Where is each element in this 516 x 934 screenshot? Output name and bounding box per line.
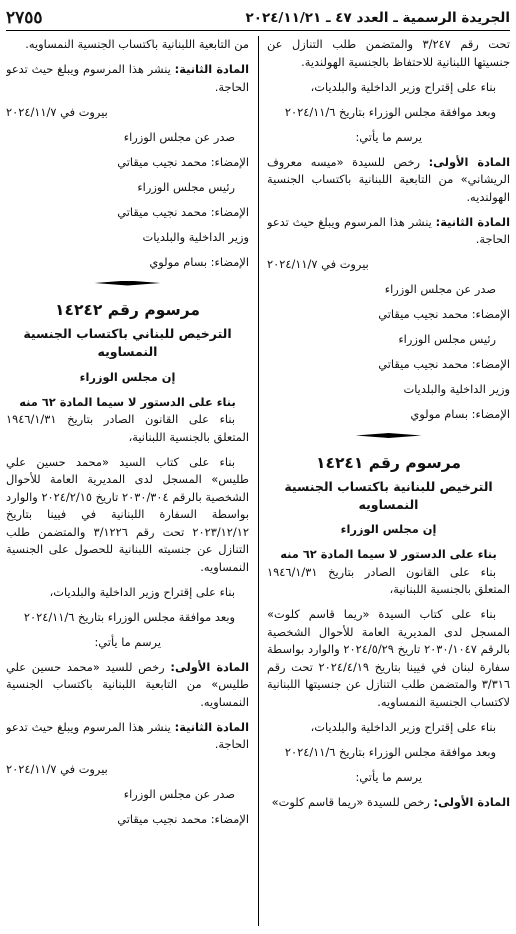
signature: الإمضاء: بسام مولوي: [149, 254, 249, 269]
section-separator: [267, 428, 510, 444]
paragraph: بناء على كتاب السيدة «ريما قاسم كلوت» المسجل لدى المديرية العامة للأحوال الشخصية بالرقم ٢٠٣٠/١٠٤٧ تاريخ ٢٠٢٤/٥/٢٩ والوارد بواسطة سفارة لبنان في فيينا بتاريخ ٢٠٢٤/٤/١٩ تحت رقم ٣/٣١٦ والمتضمن طلب التنازل عن جنسيتها اللبنانية لاكتساب الجنسية النمساويه.: [267, 607, 510, 709]
official-title: رئيس مجلس الوزراء: [137, 179, 235, 194]
council-line: إن مجلس الوزراء: [79, 369, 176, 384]
constitution-line: بناء على الدستور لا سيما المادة ٦٢ منه: [280, 547, 497, 561]
article-label: المادة الأولى:: [428, 154, 510, 169]
article-1: [267, 794, 510, 812]
article-2: [267, 214, 510, 249]
paragraph: وبعد موافقة مجلس الوزراء بتاريخ ٢٠٢٤/١١/٦: [284, 744, 496, 759]
decree-title: مرسوم رقم ١٤٢٤١: [316, 453, 461, 472]
signature: الإمضاء: محمد نجيب ميقاتي: [117, 812, 249, 826]
article-text: رخص للسيدة «ريما قاسم كلوت»: [271, 794, 434, 809]
article-1: [6, 659, 249, 712]
paragraph: بناء على إقتراح وزير الداخلية والبلديات،: [310, 719, 496, 734]
paragraph: بناء على القانون الصادر بتاريخ ١٩٤٦/١/٣١ المتعلق بالجنسية اللبنانية،: [6, 412, 249, 444]
paragraph: وبعد موافقة مجلس الوزراء بتاريخ ٢٠٢٤/١١/٦: [23, 609, 235, 624]
column-divider: [258, 36, 259, 926]
article-text: ينشر هذا المرسوم ويبلغ حيث تدعو الحاجة.: [6, 62, 249, 94]
date-line: بيروت في ٢٠٢٤/١١/٧: [267, 257, 369, 271]
official-title: رئيس مجلس الوزراء: [398, 332, 496, 346]
decree-title: مرسوم رقم ١٤٢٤٢: [55, 301, 200, 319]
issued-line: صدر عن مجلس الوزراء: [123, 129, 235, 144]
section-separator: [6, 275, 249, 291]
paragraph: بناء على إقتراح وزير الداخلية والبلديات،: [310, 79, 496, 94]
page-number: ٢٧٥٥: [6, 8, 43, 28]
left-column: [6, 36, 249, 930]
signature: الإمضاء: بسام مولوي: [410, 407, 510, 421]
gazette-title: الجريدة الرسمية ـ العدد ٤٧ ـ ٢٠٢٤/١١/٢١: [245, 10, 510, 26]
constitution-line: بناء على الدستور لا سيما المادة ٦٢ منه: [19, 394, 236, 409]
article-label: المادة الأولى:: [170, 659, 249, 674]
article-label: المادة الثانية:: [435, 214, 510, 229]
paragraph: وبعد موافقة مجلس الوزراء بتاريخ ٢٠٢٤/١١/٦: [284, 104, 496, 119]
paragraph: يرسم ما يأتي:: [94, 634, 161, 649]
signature: الإمضاء: محمد نجيب ميقاتي: [117, 154, 249, 169]
article-label: المادة الأولى:: [433, 794, 510, 809]
article-text: ينشر هذا المرسوم ويبلغ حيث تدعو الحاجة.: [267, 214, 510, 246]
article-2: [6, 719, 249, 754]
date-line: بيروت في ٢٠٢٤/١١/٧: [6, 762, 108, 776]
official-title: وزير الداخلية والبلديات: [142, 229, 249, 244]
right-column: [267, 36, 510, 930]
paragraph: بناء على القانون الصادر بتاريخ ١٩٤٦/١/٣١ المتعلق بالجنسية اللبنانية،: [267, 564, 510, 596]
decree-subtitle: الترخيص للبناني باكتساب الجنسية النمساويه: [23, 326, 232, 359]
signature: الإمضاء: محمد نجيب ميقاتي: [378, 357, 510, 371]
article-text: رخص للسيدة «ميسه معروف الريشاني» من التابعية اللبنانية باكتساب الجنسية الهولنديه.: [267, 154, 510, 204]
signature: الإمضاء: محمد نجيب ميقاتي: [117, 204, 249, 219]
article-text: ينشر هذا المرسوم ويبلغ حيث تدعو الحاجة.: [6, 719, 249, 751]
article-text: رخص للسيد «محمد حسين علي طليس» من التابعية اللبنانية باكتساب الجنسية النمساويه.: [6, 659, 249, 709]
paragraph: تحت رقم ٣/٢٤٧ والمتضمن طلب التنازل عن جنسيتها اللبنانية للاحتفاظ بالجنسية الهولندية.: [267, 37, 510, 69]
article-1: [267, 154, 510, 207]
official-title: وزير الداخلية والبلديات: [403, 382, 510, 396]
council-line: إن مجلس الوزراء: [340, 522, 437, 536]
issued-line: صدر عن مجلس الوزراء: [123, 787, 235, 801]
paragraph: يرسم ما يأتي:: [355, 129, 422, 144]
page-header: [6, 6, 510, 31]
article-label: المادة الثانية:: [174, 719, 249, 734]
issued-line: صدر عن مجلس الوزراء: [384, 282, 496, 296]
paragraph: يرسم ما يأتي:: [355, 769, 422, 784]
paragraph: بناء على كتاب السيد «محمد حسين علي طليس» المسجل لدى المديرية العامة للأحوال الشخصية بالرقم ٢٠٣٠/٣٠٤ تاريخ ٢٠٢٤/٢/١٥ والوارد بواسطة السفارة اللبنانية في فيينا بتاريخ ٢٠٢٣/١٢/١٢ تحت رقم ٣/١٢٢٦ والمتضمن طلب التنازل عن جنسيته اللبنانية للحصول على الجنسية النمساويه.: [6, 454, 249, 574]
date-line: بيروت في ٢٠٢٤/١١/٧: [6, 104, 108, 119]
signature: الإمضاء: محمد نجيب ميقاتي: [378, 307, 510, 321]
article-label: المادة الثانية:: [174, 62, 249, 76]
decree-subtitle: الترخيص للبنانية باكتساب الجنسية النمساويه: [284, 478, 493, 512]
paragraph: بناء على إقتراح وزير الداخلية والبلديات،: [49, 584, 235, 599]
paragraph: من التابعية اللبنانية باكتساب الجنسية النمساويه.: [25, 37, 249, 51]
article-2: [6, 61, 249, 96]
